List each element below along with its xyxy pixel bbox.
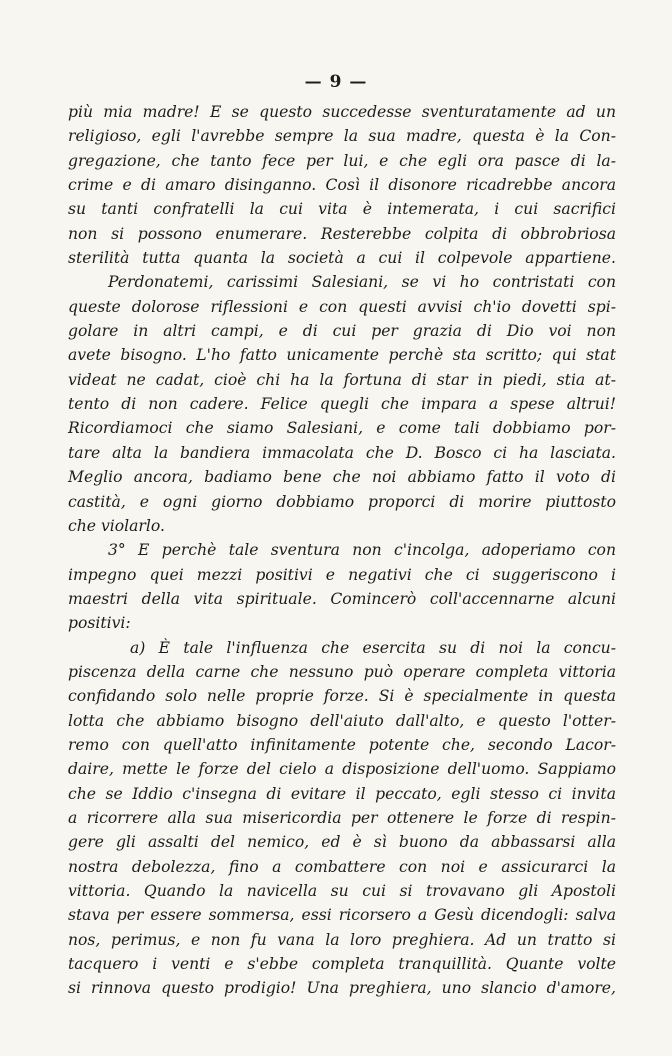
text-line: lotta che abbiamo bisogno dell'aiuto dall'alto, e questo l'otter- — [68, 711, 616, 730]
text-line: a ricorrere alla sua misericordia per ottenere le forze di respin- — [68, 808, 616, 827]
text-line: si rinnova questo prodigio! Una preghiera, uno slancio d'amore, — [68, 979, 616, 998]
text-line: non si possono enumerare. Resterebbe colpita di obbrobriosa — [68, 224, 616, 243]
text-line: religioso, egli l'avrebbe sempre la sua madre, questa è la Con- — [68, 127, 616, 146]
text-line: Ricordiamoci che siamo Salesiani, e come tali dobbiamo por- — [68, 419, 616, 438]
body-text — [68, 100, 616, 1001]
text-line: stava per essere sommersa, essi ricorsero a Gesù dicendogli: salva — [68, 906, 616, 925]
text-line: castità, e ogni giorno dobbiamo proporci di morire piuttosto — [68, 492, 616, 511]
text-line: maestri della vita spirituale. Comincerò coll'accennarne alcuni — [68, 589, 616, 608]
text-line: tacquero i venti e s'ebbe completa tranquillità. Quante volte — [68, 955, 616, 974]
text-line: che se Iddio c'insegna di evitare il peccato, egli stesso ci invita — [68, 784, 616, 803]
text-line: daire, mette le forze del cielo a disposizione dell'uomo. Sappiamo — [68, 760, 616, 779]
text-line: su tanti confratelli la cui vita è intemerata, i cui sacrifici — [68, 200, 616, 219]
text-line: gregazione, che tanto fece per lui, e che egli ora pasce di la- — [68, 151, 616, 170]
text-line: nostra debolezza, fino a combattere con noi e assicurarci la — [68, 857, 616, 876]
text-line: tento di non cadere. Felice quegli che impara a spese altrui! — [68, 395, 616, 414]
text-line: queste dolorose riflessioni e con questi avvisi ch'io dovetti spi- — [68, 297, 616, 316]
text-line: vittoria. Quando la navicella su cui si trovavano gli Apostoli — [68, 882, 616, 900]
text-line: confidando solo nelle proprie forze. Si è specialmente in questa — [68, 687, 616, 706]
text-line: Perdonatemi, carissimi Salesiani, se vi ho contristati con — [108, 273, 616, 292]
text-line: crime e di amaro disinganno. Così il disonore ricadrebbe ancora — [68, 176, 616, 195]
text-line: più mia madre! E se questo succedesse sventuratamente ad un — [68, 103, 616, 121]
text-line: remo con quell'atto infinitamente potente che, secondo Lacor- — [68, 735, 616, 754]
text-line: che violarlo. — [68, 516, 165, 535]
text-line: Meglio ancora, badiamo bene che noi abbiamo fatto il voto di — [68, 468, 616, 487]
text-line: positivi: — [68, 614, 131, 633]
text-line: nos, perimus, e non fu vana la loro preghiera. Ad un tratto si — [68, 930, 616, 949]
text-line: impegno quei mezzi positivi e negativi che ci suggeriscono i — [68, 565, 616, 584]
text-line: piscenza della carne che nessuno può operare completa vittoria — [68, 662, 616, 681]
text-line: a) È tale l'influenza che esercita su di noi la concu- — [130, 638, 616, 657]
text-line: 3° E perchè tale sventura non c'incolga, adoperiamo con — [108, 541, 616, 560]
text-line: tare alta la bandiera immacolata che D. Bosco ci ha lasciata. — [68, 443, 616, 462]
text-line: sterilità tutta quanta la società a cui il colpevole appartiene. — [68, 249, 616, 268]
text-line: avete bisogno. L'ho fatto unicamente perchè sta scritto; qui stat — [68, 346, 616, 365]
page-number: — 9 — — [304, 72, 368, 92]
text-line: videat ne cadat, cioè chi ha la fortuna di star in piedi, stia at- — [68, 370, 616, 389]
text-line: golare in altri campi, e di cui per grazia di Dio voi non — [68, 322, 616, 341]
text-line: gere gli assalti del nemico, ed è sì buono da abbassarsi alla — [68, 833, 616, 852]
